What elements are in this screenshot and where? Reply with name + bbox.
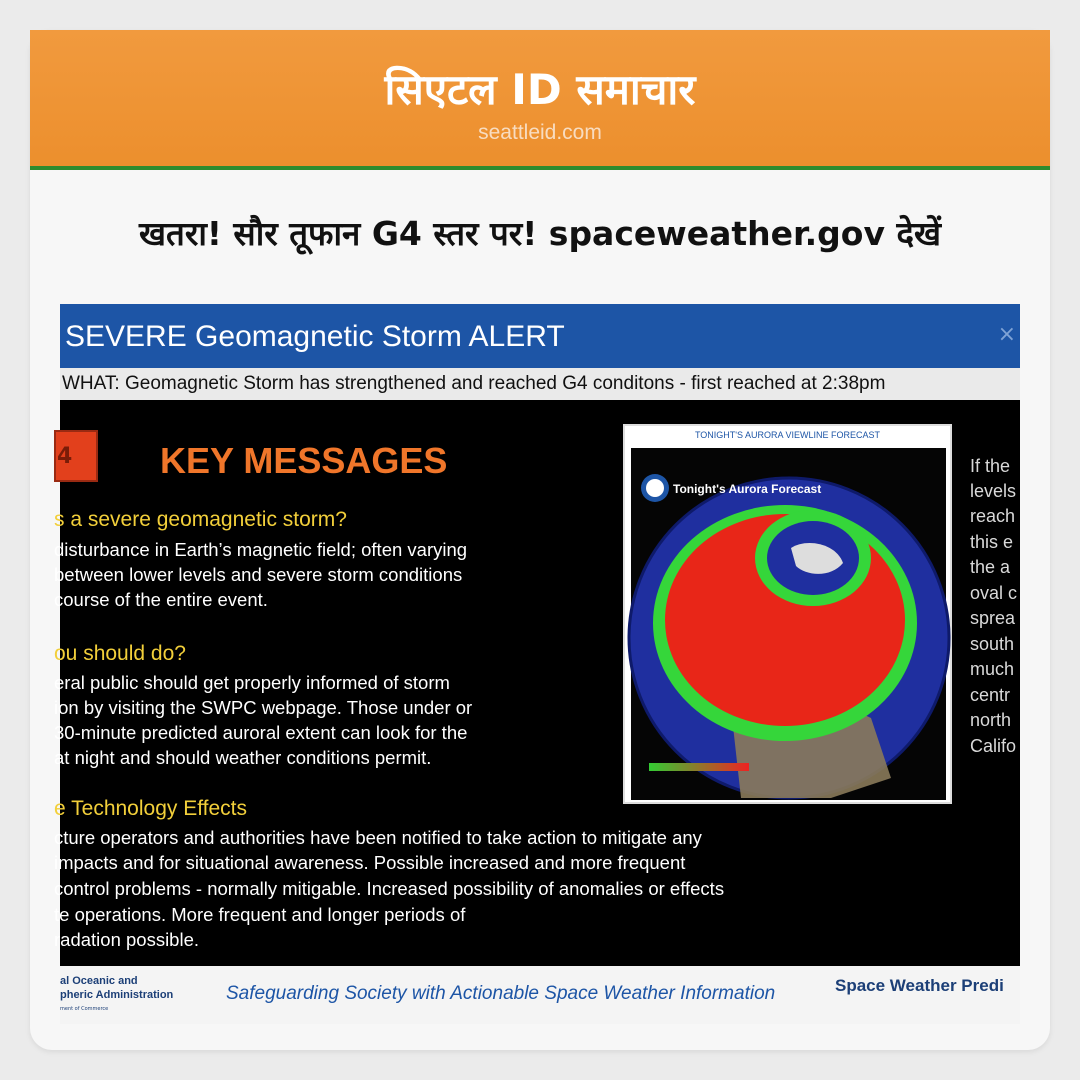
side-line: sprea — [970, 608, 1016, 628]
side-line: reach — [970, 506, 1016, 526]
section-line: te operations. More frequent and longer periods of — [54, 904, 466, 925]
close-icon: × — [997, 322, 1016, 347]
g4-badge-label: 4 — [57, 444, 73, 469]
side-line: centr — [970, 685, 1011, 705]
news-card — [30, 30, 1050, 1050]
section-question: ou should do? — [54, 642, 186, 665]
slide-footer — [60, 966, 1020, 1024]
aurora-forecast-map — [623, 424, 952, 804]
section-line: course of the entire event. — [54, 589, 268, 610]
side-line: north — [970, 710, 1012, 730]
alert-screenshot — [54, 304, 1020, 1024]
aurora-map-image — [631, 448, 946, 800]
key-messages-slide — [54, 400, 1020, 966]
section-line: disturbance in Earth’s magnetic field; often varying — [54, 539, 468, 560]
section-line: between lower levels and severe storm conditions — [54, 564, 463, 585]
section-line: control problems - normally mitigable. Increased possibility of anomalies or effects — [54, 878, 725, 899]
section-line: at night and should weather conditions permit. — [54, 747, 432, 768]
headline: खतरा! सौर तूफान G4 स्तर पर! spaceweather.gov देखें — [139, 214, 941, 253]
side-line: oval c — [970, 583, 1018, 603]
section-line: cture operators and authorities have been notified to take action to mitigate any — [54, 827, 702, 848]
alert-title: SEVERE Geomagnetic Storm ALERT — [65, 320, 565, 353]
side-line: much — [970, 659, 1015, 679]
footer-tagline: Safeguarding Society with Actionable Space Weather Information — [226, 983, 776, 1004]
side-line: levels — [970, 481, 1017, 501]
side-line: Califo — [970, 736, 1017, 756]
side-line: this e — [970, 532, 1014, 552]
site-header — [30, 30, 1050, 170]
section-question: e Technology Effects — [54, 797, 248, 820]
map-title: Tonight's Aurora Forecast — [673, 482, 822, 496]
noaa-line: ment of Commerce — [60, 1006, 109, 1012]
what-bar — [60, 368, 1020, 400]
brand-title: सिएटल ID समाचार — [384, 65, 696, 114]
side-line: south — [970, 634, 1015, 654]
section-line: ion by visiting the SWPC webpage. Those under or — [54, 697, 473, 718]
aurora-globe-icon — [631, 448, 946, 800]
side-line: If the — [970, 456, 1011, 476]
g4-badge — [54, 430, 98, 482]
alert-title-bar — [60, 304, 1020, 368]
noaa-logo-text — [60, 974, 173, 1002]
site-url[interactable]: seattleid.com — [478, 121, 602, 144]
side-line: the a — [970, 557, 1011, 577]
section-line: impacts and for situational awareness. Possible increased and more frequent — [54, 852, 686, 873]
section-line: radation possible. — [54, 929, 200, 950]
section-line: eral public should get properly informed of storm — [54, 672, 450, 693]
noaa-line: pheric Administration — [60, 989, 174, 1001]
map-header: TONIGHT'S AURORA VIEWLINE FORECAST — [694, 430, 881, 440]
section-question: s a severe geomagnetic storm? — [54, 508, 347, 531]
noaa-line: al Oceanic and — [60, 975, 138, 987]
swpc-label: Space Weather Predi — [835, 976, 1004, 995]
what-line: WHAT: Geomagnetic Storm has strengthened and reached G4 conditons - first reached at 2:38pm — [62, 373, 886, 394]
section-line: 30-minute predicted auroral extent can look for the — [54, 722, 468, 743]
key-messages-title: KEY MESSAGES — [160, 440, 448, 481]
